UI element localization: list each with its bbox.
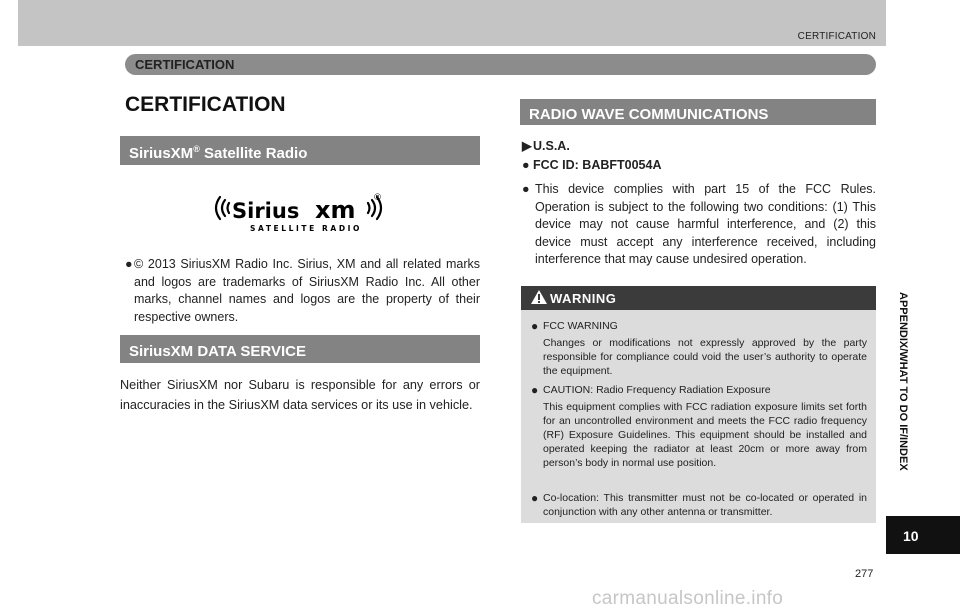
region-text: U.S.A. xyxy=(533,139,570,153)
section-title: CERTIFICATION xyxy=(135,57,235,72)
bullet-icon: ● xyxy=(531,491,539,505)
siriusxm-logo xyxy=(210,191,396,233)
side-tab-label-text: APPENDIX/WHAT TO DO IF/INDEX xyxy=(897,292,909,471)
section-title-bar xyxy=(125,54,876,75)
fcc-compliance xyxy=(522,181,876,276)
siriusxm-heading-text: SiriusXM xyxy=(129,145,194,162)
siriusxm-heading-suffix: Satellite Radio xyxy=(199,145,308,162)
warning-title: WARNING xyxy=(550,291,617,306)
data-service-text: Neither SiriusXM nor Subaru is responsible for any errors or inaccuracies in the SiriusXM data services or its use in vehicle. xyxy=(120,378,480,412)
copyright-text: © 2013 SiriusXM Radio Inc. Sirius, XM and all related marks and logos are trademarks of SiriusXM Radio Inc. All other marks, channel names and logos are the property of their respective owners. xyxy=(134,257,480,324)
bullet-icon: ● xyxy=(531,319,539,333)
warning-item-title: FCC WARNING xyxy=(543,320,618,332)
warning-item-body: Co-location: This transmitter must not be co-located or operated in conjunction with any other antenna or transmitter. xyxy=(543,492,867,518)
fcc-compliance-text: This device complies with part 15 of the FCC Rules. Operation is subject to the following two conditions: (1) This device may not cause harmful interference, and (2) this device must accept any interference received, including interference that may cause undesired operation. xyxy=(535,182,876,266)
siriusxm-section-heading xyxy=(120,136,480,165)
chapter-tab xyxy=(886,516,960,554)
region-label xyxy=(522,138,876,156)
warning-item-body: Changes or modifications not expressly approved by the party responsible for compliance could void the user’s authority to operate the equipment. xyxy=(543,337,867,377)
radio-wave-heading xyxy=(520,99,876,125)
warning-item xyxy=(531,319,867,377)
page-title: CERTIFICATION xyxy=(125,93,286,116)
svg-text:SATELLITE RADIO: SATELLITE RADIO xyxy=(250,224,363,233)
warning-item-body: This equipment complies with FCC radiation exposure limits set forth for an uncontrolled environment and meets the FCC radio frequency (RF) Exposure Guidelines. This equipment should be installed and operated keeping the radiator at least 20cm or more away from person’s body in normal use position. xyxy=(543,401,867,469)
side-tab-label xyxy=(894,292,914,508)
watermark: carmanualsonline.info xyxy=(592,588,784,609)
data-service-heading xyxy=(120,335,480,363)
triangle-right-icon: ▶ xyxy=(522,139,532,153)
running-title: CERTIFICATION xyxy=(797,31,876,42)
copyright-notice xyxy=(125,256,480,328)
page-number: 277 xyxy=(855,568,874,580)
registered-mark: ® xyxy=(193,144,200,154)
warning-box xyxy=(521,286,876,523)
bullet-icon: ● xyxy=(522,182,530,196)
bullet-icon: ● xyxy=(531,383,539,397)
svg-text:Sirius: Sirius xyxy=(232,199,300,223)
radio-wave-heading-text: RADIO WAVE COMMUNICATIONS xyxy=(529,106,769,123)
fcc-id-text: FCC ID: BABFT0054A xyxy=(533,158,662,172)
bullet-icon: ● xyxy=(125,257,133,271)
svg-text:®: ® xyxy=(373,193,382,203)
warning-icon xyxy=(530,289,548,305)
warning-item xyxy=(531,383,867,488)
warning-item-title: CAUTION: Radio Frequency Radiation Exposure xyxy=(543,384,771,396)
bullet-icon: ● xyxy=(522,158,530,172)
svg-text:xm: xm xyxy=(315,196,356,224)
chapter-number: 10 xyxy=(903,528,919,544)
fcc-id xyxy=(522,157,876,175)
data-service-heading-text: SiriusXM DATA SERVICE xyxy=(129,343,306,360)
warning-item xyxy=(531,491,867,521)
warning-header xyxy=(521,286,876,310)
